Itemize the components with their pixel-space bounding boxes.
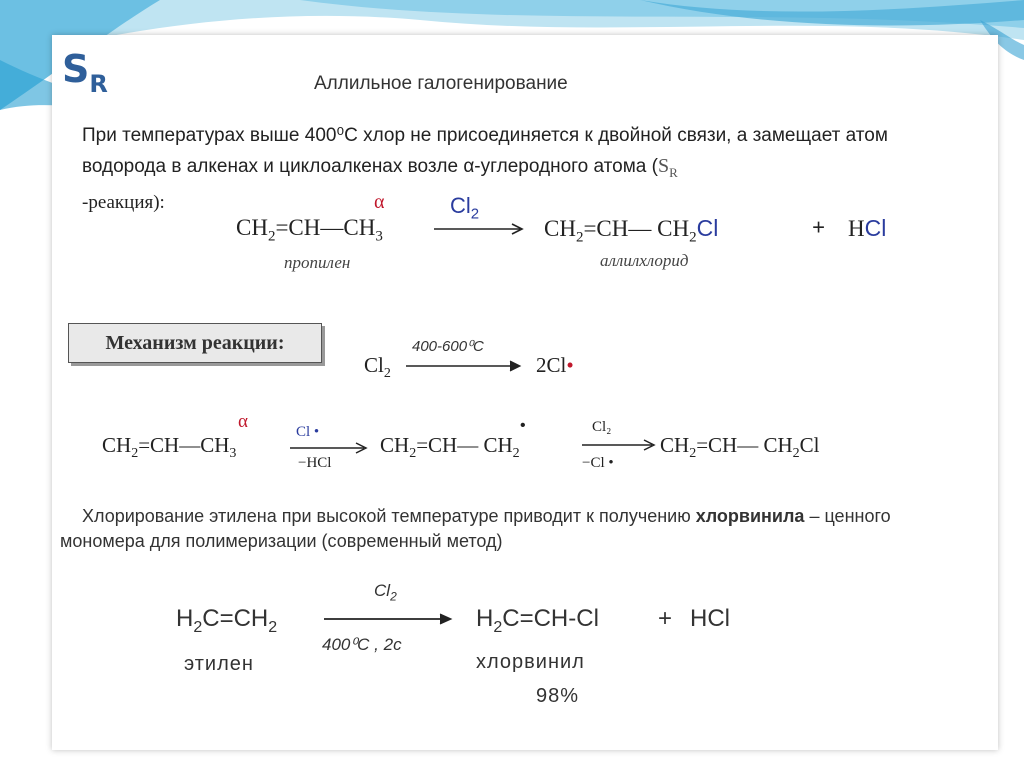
chlorvinyl-bold: хлорвинила <box>695 506 805 526</box>
mechanism-step1-condition: 400-600⁰C <box>412 338 484 355</box>
reaction1-plus: + <box>812 215 826 240</box>
reaction2-below2: −Cl • <box>582 455 614 471</box>
intro-tail: -реакция): <box>82 192 165 213</box>
reaction3-product-name: хлорвинил <box>476 651 585 673</box>
reaction3-hcl: HCl <box>690 605 730 632</box>
chlorination-paragraph: Хлорирование этилена при высокой температуре приводит к получению хлорвинила – ценного мономера для полимеризации (современный метод) <box>60 506 891 551</box>
reaction3-plus: + <box>658 605 673 632</box>
reaction2-arrow1 <box>290 442 370 454</box>
mechanism-step1-arrow <box>406 360 526 372</box>
slide-card <box>52 35 998 750</box>
reaction2-reactant: $CH_2=CH—CH_3$ <box>102 433 237 462</box>
reaction2-above1: Cl • <box>296 424 320 440</box>
reaction1-reagent: $Cl_2$ <box>450 193 480 223</box>
sr-logo-main: S <box>62 47 90 91</box>
reaction3-yield: 98% <box>536 685 580 707</box>
reaction1-arrow <box>434 223 526 235</box>
mechanism-step1-reactant: $Cl_2$ <box>364 353 391 382</box>
reaction3-arrow <box>324 613 456 625</box>
reaction2-below1: −HCl <box>298 455 332 471</box>
reaction1-alpha: α <box>374 191 385 213</box>
reaction2-arrow2 <box>582 439 658 451</box>
reaction2-alpha: α <box>238 411 248 432</box>
reaction3-reactant-name: этилен <box>184 653 254 675</box>
reaction3-above: $Cl_2$ <box>374 581 397 604</box>
reaction2-radical-dot: • <box>520 417 526 434</box>
page-title: Аллильное галогенирование <box>314 73 568 94</box>
sr-logo <box>62 47 108 98</box>
reaction3-reactant: $H_2C=CH_2$ <box>176 605 278 636</box>
reaction3-below: 400⁰C , 2c <box>322 635 402 654</box>
sr-logo-sub: R <box>89 70 108 98</box>
intro-sr: $S_R$ <box>657 155 678 180</box>
intro-paragraph <box>82 121 962 218</box>
reaction1-hcl: HCl <box>848 215 887 241</box>
reaction1-reactant-name: пропилен <box>284 253 351 272</box>
reaction1-reactant: $CH_2=CH—CH_3$ <box>236 215 383 245</box>
intro-text: При температурах выше 400⁰С хлор не присоединяется к двойной связи, а замещает атом водорода в алкенах и циклоалкенах возле α-углеродного атома ( <box>82 125 888 177</box>
reaction1-product: $CH_2=CH—$ $CH_2Cl$ <box>544 215 719 246</box>
mechanism-label: Механизм реакции: <box>68 323 322 363</box>
reaction3-product: $H_2C=CH-Cl$ <box>476 605 599 636</box>
reaction2-above2: Cl₂ <box>592 419 612 435</box>
reaction2-intermediate: $CH_2=CH—$ $CH_2$ <box>380 433 520 462</box>
mechanism-step1-product: 2Cl• <box>536 353 574 377</box>
reaction2-product: $CH_2=CH—$ $CH_2Cl$ <box>660 433 820 462</box>
reaction1-product-name: аллилхлорид <box>600 251 689 270</box>
